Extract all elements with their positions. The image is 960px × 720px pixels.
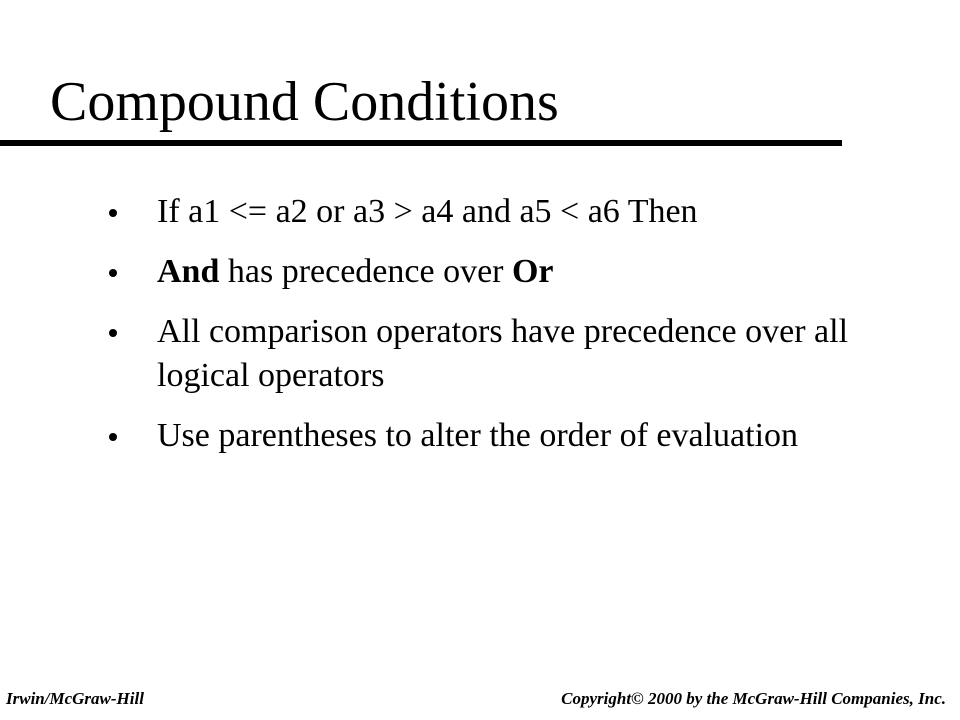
bullet-dot-icon bbox=[109, 433, 117, 441]
bullet-dot-icon bbox=[109, 269, 117, 277]
bullet-item-comparison-precedence bbox=[108, 310, 898, 398]
bullet-text: If a1 <= a2 or a3 > a4 and a5 < a6 Then bbox=[157, 193, 698, 230]
bullet-dot-icon bbox=[109, 209, 117, 217]
footer-publisher: Irwin/McGraw-Hill bbox=[6, 689, 144, 708]
bullet-dot-icon bbox=[109, 329, 117, 337]
slide-title: Compound Conditions bbox=[50, 71, 559, 133]
bullet-item-and-or-precedence bbox=[108, 250, 898, 294]
bullet-keyword-and: And bbox=[157, 253, 220, 290]
bullet-keyword-or: Or bbox=[511, 253, 554, 290]
bullet-text: All comparison operators have precedence over all logical operators bbox=[157, 313, 849, 394]
footer-copyright: Copyright© 2000 by the McGraw-Hill Companies, Inc. bbox=[561, 689, 946, 708]
bullet-item-condition-example bbox=[108, 190, 898, 234]
bullet-text: has precedence over bbox=[219, 253, 512, 290]
bullet-text: Use parentheses to alter the order of evaluation bbox=[157, 417, 799, 454]
title-underline bbox=[0, 140, 842, 146]
bullet-item-parentheses bbox=[108, 414, 898, 458]
bullet-list bbox=[108, 190, 898, 474]
